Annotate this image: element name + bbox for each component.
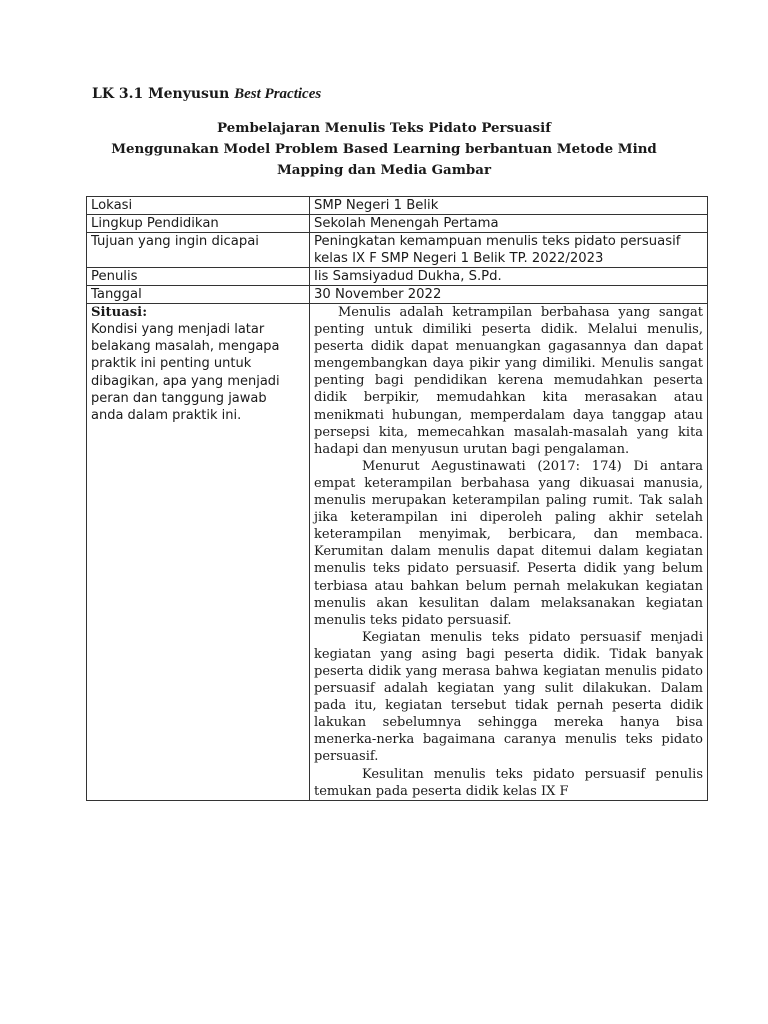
worksheet-heading-emphasis: Best Practices xyxy=(234,86,322,102)
row-label: Lokasi xyxy=(87,197,310,215)
best-practice-table xyxy=(86,196,708,801)
narrative-paragraph-1: Menulis adalah ketrampilan berbahasa yang sangat penting untuk dimiliki peserta didik. Melalui menulis, peserta didik dapat menuangkan gagasannya dan dapat mengembangkan daya pikir yang dimiliki. Menulis sangat penting bagi pendidikan kerena memudahkan peserta didik berpikir, memudahkan kita merasakan atau menikmati hubungan, memperdalam daya tanggap atau persepsi kita, memecahkan masalah-masalah yang kita hadapi dan menyusun urutan bagi pengalaman. xyxy=(314,305,703,457)
row-value: Sekolah Menengah Pertama xyxy=(310,215,708,233)
title-line-2: Menggunakan Model Problem Based Learning berbantuan Metode Mind xyxy=(111,141,657,157)
table-row-tujuan xyxy=(87,233,708,268)
worksheet-heading xyxy=(92,86,321,103)
situasi-description: Kondisi yang menjadi latar belakang masalah, mengapa praktik ini penting untuk dibagikan, apa yang menjadi peran dan tanggung jawab anda dalam praktik ini. xyxy=(91,322,280,424)
situasi-narrative xyxy=(310,304,708,801)
worksheet-heading-prefix: LK 3.1 Menyusun xyxy=(92,86,235,102)
row-value: Iis Samsiyadud Dukha, S.Pd. xyxy=(310,268,708,286)
row-value: 30 November 2022 xyxy=(310,286,708,304)
narrative-paragraph-3: Kegiatan menulis teks pidato persuasif menjadi kegiatan yang asing bagi peserta didik. Tidak banyak peserta didik yang merasa bahwa kegiatan menulis pidato persuasif adalah kegiatan yang sulit dilakukan. Dalam pada itu, kegiatan tersebut tidak pernah peserta didik lakukan sebelumnya sehingga mereka hanya bisa menerka-nerka bagaimana caranya menulis teks pidato persuasif. xyxy=(314,629,703,765)
table-row-lokasi xyxy=(87,197,708,215)
title-line-1: Pembelajaran Menulis Teks Pidato Persuasif xyxy=(217,120,551,136)
narrative-paragraph-2: Menurut Aegustinawati (2017: 174) Di antara empat keterampilan berbahasa yang dikuasai manusia, menulis merupakan keterampilan paling rumit. Tak salah jika keterampilan ini diperoleh paling akhir setelah keterampilan menyimak, berbicara, dan membaca. Kerumitan dalam menulis dapat ditemui dalam kegiatan menulis teks pidato persuasif. Peserta didik yang belum terbiasa atau bahkan belum pernah melakukan kegiatan menulis akan kesulitan dalam melaksanakan kegiatan menulis teks pidato persuasif. xyxy=(314,458,703,628)
situasi-label: Situasi: xyxy=(91,305,148,320)
narrative-paragraph-4: Kesulitan menulis teks pidato persuasif penulis temukan pada peserta didik kelas IX F xyxy=(314,766,703,799)
row-value: SMP Negeri 1 Belik xyxy=(310,197,708,215)
row-label: Tanggal xyxy=(87,286,310,304)
table-row-tanggal xyxy=(87,286,708,304)
row-value: Peningkatan kemampuan menulis teks pidato persuasif kelas IX F SMP Negeri 1 Belik TP. 2022/2023 xyxy=(310,233,708,268)
row-label: Lingkup Pendidikan xyxy=(87,215,310,233)
row-label: Penulis xyxy=(87,268,310,286)
table-row-penulis xyxy=(87,268,708,286)
situasi-cell xyxy=(87,304,310,801)
document-title xyxy=(60,118,708,181)
table-row-situasi xyxy=(87,304,708,801)
title-line-3: Mapping dan Media Gambar xyxy=(276,162,491,178)
row-label: Tujuan yang ingin dicapai xyxy=(87,233,310,268)
table-row-lingkup xyxy=(87,215,708,233)
